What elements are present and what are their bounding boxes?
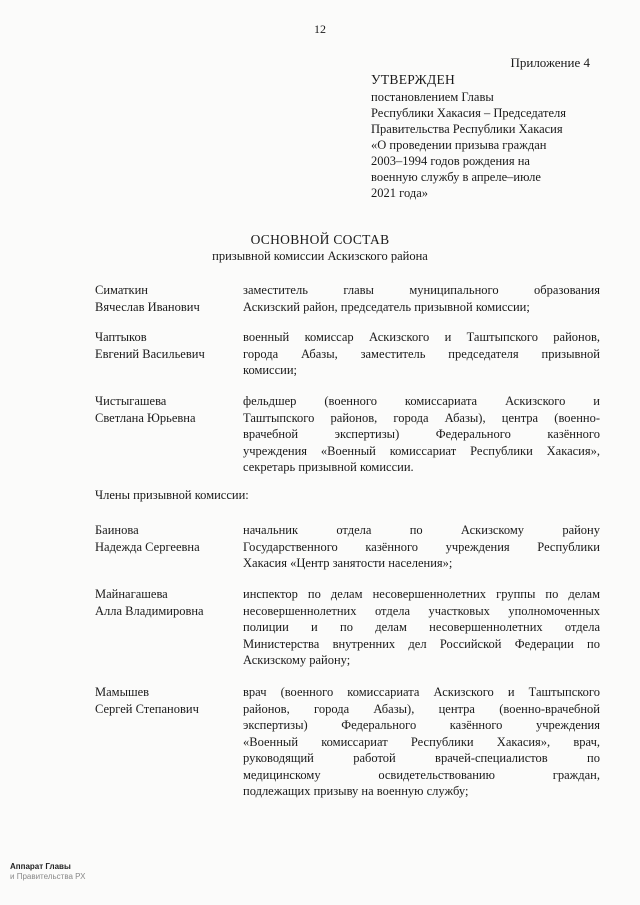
role-line: фельдшер (военного комиссариата Аскизского и [243, 394, 600, 408]
member-name [95, 282, 240, 315]
document-title: ОСНОВНОЙ СОСТАВ [250, 232, 390, 247]
role-line: Таштыпского районов, города Абазы), центра (военно- [243, 410, 600, 425]
member-name [95, 329, 240, 362]
member-given-name: Алла Владимировна [95, 603, 204, 618]
role-line: Государственного казённого учреждения Республики [243, 539, 600, 554]
member-given-name: Светлана Юрьевна [95, 410, 196, 425]
role-line: города Абазы, заместитель председателя призывной [243, 346, 600, 361]
member-surname: Чаптыков [95, 330, 147, 344]
member-role [243, 522, 600, 572]
member-surname: Майнагашева [95, 587, 168, 601]
commission-member [95, 684, 600, 800]
commission-member [95, 586, 600, 669]
approval-line: «О проведении призыва граждан [371, 138, 547, 152]
member-surname: Чистыгашева [95, 394, 167, 408]
role-line: врачебной экспертизы) Федерального казённого [243, 427, 600, 441]
member-surname: Симаткин [95, 283, 148, 297]
member-given-name: Евгений Васильевич [95, 346, 205, 361]
approval-line: Республики Хакасия – Председателя [371, 106, 567, 120]
commission-member-deputy-chairman [95, 329, 600, 379]
member-surname: Баинова [95, 523, 139, 537]
footer-stamp [10, 862, 85, 882]
commission-member-secretary [95, 393, 600, 476]
role-line: Министерства внутренних дел Российской Федерации по [243, 636, 600, 651]
member-given-name: Сергей Степанович [95, 701, 199, 716]
member-name [95, 393, 240, 426]
approval-line: 2003–1994 годов рождения на [371, 154, 530, 168]
member-name [95, 586, 240, 619]
role-line: полиции и по делам несовершеннолетних отдела [243, 620, 600, 634]
approval-line: военную службу в апреле–июле [371, 170, 541, 184]
commission-member [95, 522, 600, 572]
role-line: Хакасия «Центр занятости населения»; [243, 556, 453, 570]
role-line: несовершеннолетних отдела участковых уполномоченных [243, 603, 600, 618]
commission-member-chairman [95, 282, 600, 315]
role-line: руководящий работой врачей-специалистов по [243, 751, 600, 765]
role-line: экспертизы) Федерального казённого учреждения [243, 718, 600, 732]
member-name [95, 522, 240, 555]
member-role [243, 684, 600, 800]
approval-block [371, 72, 601, 201]
footer-stamp-line1: Аппарат Главы [10, 862, 71, 871]
member-name [95, 684, 240, 717]
role-line: Аскизский район, председатель призывной комиссии; [243, 299, 530, 314]
footer-stamp-line2: и Правительства РХ [10, 872, 86, 881]
member-role [243, 393, 600, 476]
role-line: учреждения «Военный комиссариат Республики Хакасия», [243, 443, 600, 458]
member-given-name: Надежда Сергеевна [95, 539, 200, 554]
role-line: инспектор по делам несовершеннолетних группы по делам [243, 587, 600, 601]
role-line: комиссии; [243, 363, 297, 377]
role-line: врач (военного комиссариата Аскизского и Таштыпского [243, 685, 600, 699]
members-heading: Члены призывной комиссии: [95, 488, 249, 502]
role-line: подлежащих призыву на военную службу; [243, 784, 469, 798]
member-role [243, 329, 600, 379]
appendix-label: Приложение 4 [510, 55, 590, 70]
member-role [243, 282, 600, 315]
member-surname: Мамышев [95, 685, 150, 699]
role-line: районов, города Абазы), центра (военно-врачебной [243, 701, 600, 716]
document-subtitle: призывной комиссии Аскизского района [212, 249, 428, 263]
role-line: Аскизскому району; [243, 653, 351, 667]
approval-line: Правительства Республики Хакасия [371, 122, 563, 136]
member-role [243, 586, 600, 669]
role-line: секретарь призывной комиссии. [243, 460, 414, 474]
role-line: «Военный комиссариат Республики Хакасия», врач, [243, 734, 600, 749]
role-line: военный комиссар Аскизского и Таштыпского районов, [243, 330, 600, 344]
approval-line: 2021 года» [371, 186, 428, 200]
approval-line: постановлением Главы [371, 90, 494, 104]
role-line: медицинскому освидетельствованию граждан, [243, 767, 600, 782]
role-line: начальник отдела по Аскизскому району [243, 523, 600, 537]
page-number: 12 [314, 22, 326, 36]
member-given-name: Вячеслав Иванович [95, 299, 200, 314]
approval-title: УТВЕРЖДЕН [371, 72, 456, 87]
role-line: заместитель главы муниципального образования [243, 283, 600, 297]
